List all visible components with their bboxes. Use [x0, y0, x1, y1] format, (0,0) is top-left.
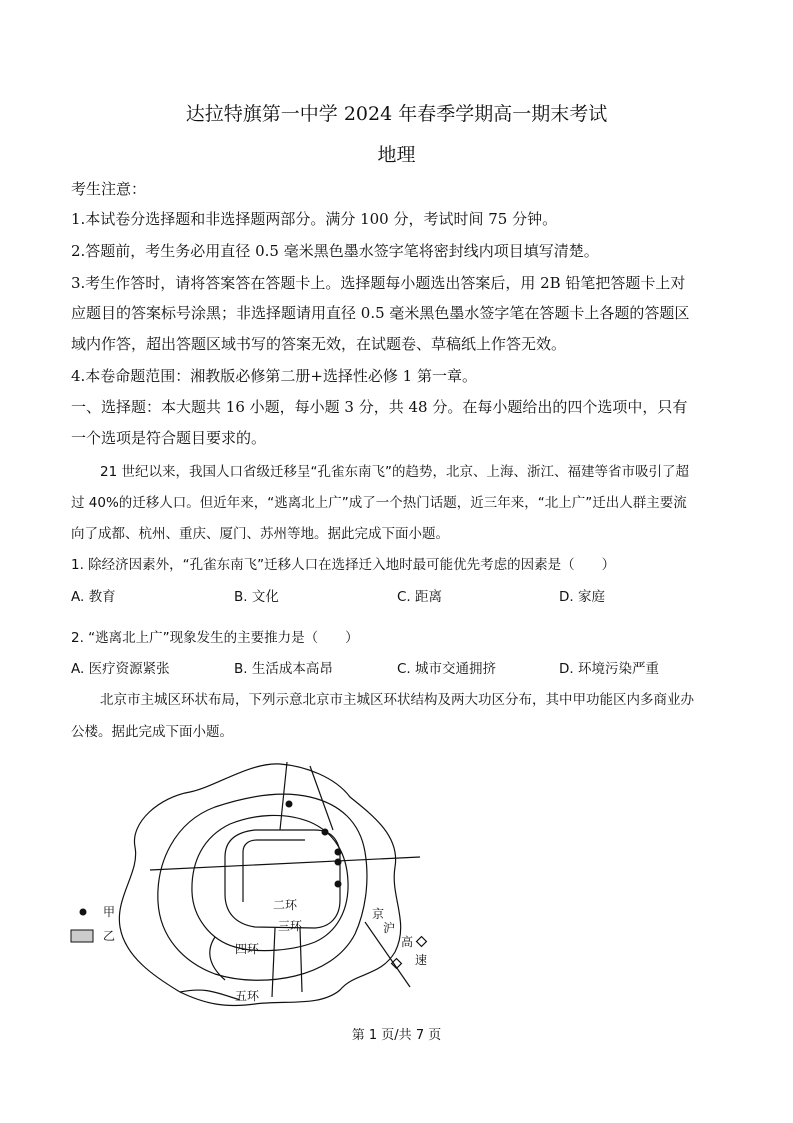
label-su: 速: [415, 953, 428, 967]
passage1-line3: 向了成都、杭州、重庆、厦门、苏州等地。据此完成下面小题。: [71, 526, 449, 542]
legend-label-yi: 乙: [103, 929, 116, 943]
q1-option-c: C. 距离: [397, 589, 443, 605]
road-sw-2: [180, 990, 240, 1000]
section-heading-cont: 一个选项是符合题目要求的。: [71, 429, 267, 447]
legend-label-jia: 甲: [103, 905, 116, 919]
road-north-1: [280, 762, 287, 830]
question-1-stem: 1. 除经济因素外，“孔雀东南飞”迁移人口在选择迁入地时最可能优先考虑的因素是（ ）: [71, 557, 616, 573]
passage2-line1: 北京市主城区环状布局，下列示意北京市主城区环状结构及两大功区分布，其中甲功能区内多商业办: [100, 692, 694, 708]
q2-option-c: C. 城市交通拥挤: [397, 661, 497, 677]
beijing-ring-map: [65, 752, 445, 1022]
notice-item-4: 4.本卷命题范围：湘教版必修第二册+选择性必修 1 第一章。: [71, 367, 477, 385]
label-hu: 沪: [383, 921, 396, 935]
q1-option-b: B. 文化: [234, 589, 279, 605]
notice-item-1: 1.本试卷分选择题和非选择题两部分。满分 100 分，考试时间 75 分钟。: [71, 210, 558, 228]
ring2: [225, 830, 340, 928]
road-south-1: [300, 928, 302, 992]
question-2-stem: 2. “逃离北上广”现象发生的主要推力是（ ）: [71, 630, 359, 646]
label-jing: 京: [372, 907, 385, 921]
zone-jia-point: [335, 849, 342, 856]
ring5-boundary: [119, 764, 400, 1006]
axis-road: [150, 857, 420, 870]
label-ring2: 二环: [273, 898, 298, 912]
section-heading: 一、选择题：本大题共 16 小题，每小题 3 分，共 48 分。在每小题给出的四个选项中，只有: [71, 398, 688, 416]
zone-jia-point: [286, 801, 293, 808]
road-sw-1: [210, 937, 225, 980]
notice-item-3-cont: 应题目的答案标号涂黑；非选择题请用直径 0.5 毫米黑色墨水签字笔在答题卡上各题的答题区: [71, 304, 690, 322]
q2-option-a: A. 医疗资源紧张: [71, 661, 170, 677]
zone-jia-point: [335, 881, 342, 888]
ring4: [158, 794, 367, 980]
q1-option-d: D. 家庭: [559, 589, 605, 605]
zone-jia-point: [335, 859, 342, 866]
label-ring4: 四环: [235, 942, 260, 956]
page-footer: 第 1 页/共 7 页: [351, 1028, 442, 1043]
label-gao: 高: [401, 935, 414, 949]
ring3: [192, 815, 348, 950]
notice-item-3: 3.考生作答时，请将答案答在答题卡上。选择题每小题选出答案后，用 2B 铅笔把答题卡上对: [71, 274, 686, 292]
inner-road: [243, 840, 305, 902]
passage1-line2: 过 40%的迁移人口。但近年来，“逃离北上广”成了一个热门话题，近三年来，“北上广”迁出人群主要流: [71, 495, 687, 511]
diamond-marker: [417, 937, 427, 947]
zone-jia-point: [322, 829, 329, 836]
subject-title: 地理: [377, 144, 416, 166]
passage1-line1: 21 世纪以来，我国人口省级迁移呈“孔雀东南飞”的趋势，北京、上海、浙江、福建等省市吸引了超: [100, 464, 689, 480]
road-south-2: [272, 928, 275, 997]
q1-option-a: A. 教育: [71, 589, 116, 605]
notice-heading: 考生注意：: [71, 180, 147, 198]
passage2-line2: 公楼。据此完成下面小题。: [71, 724, 233, 740]
notice-item-2: 2.答题前，考生务必用直径 0.5 毫米黑色墨水签字笔将密封线内项目填写清楚。: [71, 242, 599, 260]
label-ring5: 五环: [235, 989, 260, 1003]
q2-option-b: B. 生活成本高昂: [234, 661, 333, 677]
exam-title: 达拉特旗第一中学 2024 年春季学期高一期末考试: [185, 103, 608, 125]
label-ring3: 三环: [278, 919, 303, 933]
q2-option-d: D. 环境污染严重: [559, 661, 659, 677]
legend-rect-icon: [71, 930, 93, 942]
notice-item-3-cont2: 域内作答，超出答题区域书写的答案无效，在试题卷、草稿纸上作答无效。: [71, 335, 567, 353]
legend-dot-icon: [80, 909, 87, 916]
